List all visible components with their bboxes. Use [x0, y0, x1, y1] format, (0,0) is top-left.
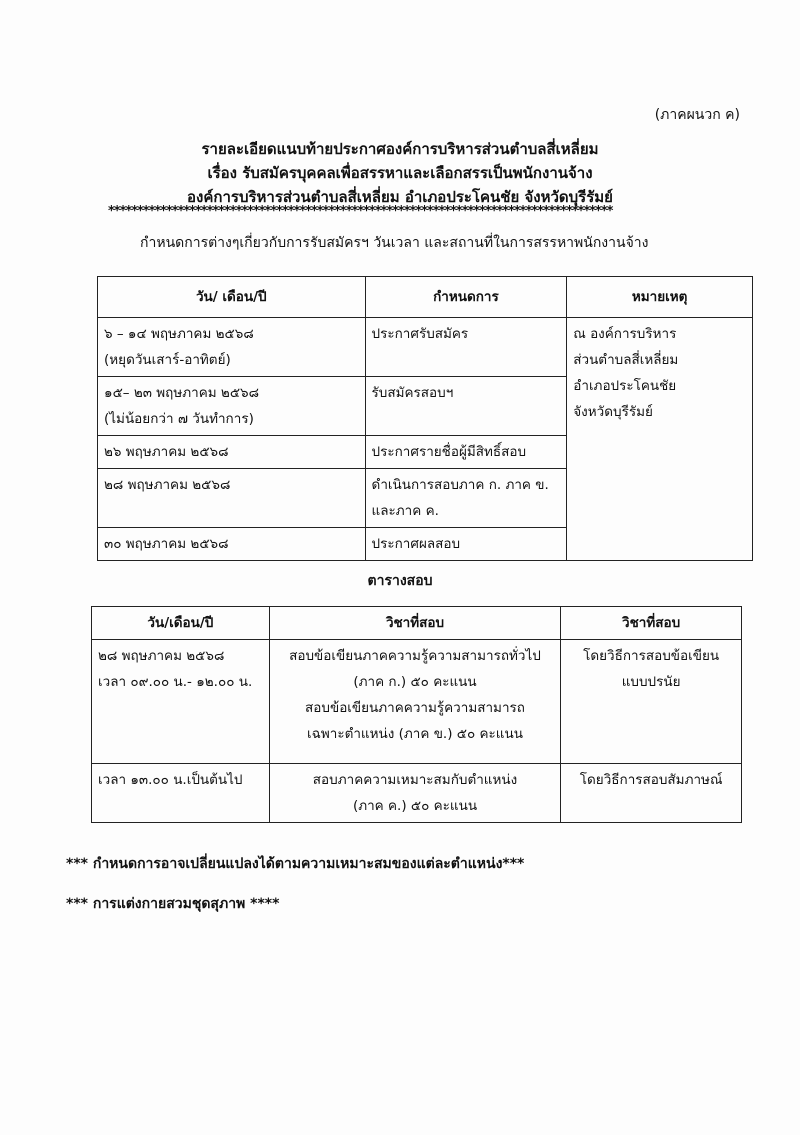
heading-line-3: องค์การบริหารส่วนตำบลสี่เหลี่ยม อำเภอประโคนชัย จังหวัดบุรีรัมย์ — [187, 188, 613, 206]
exam-time: เวลา ๑๓.๐๐ น.เป็นต้นไป — [98, 772, 243, 788]
event-text: ดำเนินการสอบภาค ก. ภาค ข. — [371, 477, 549, 493]
table-header-row — [92, 607, 742, 640]
row-date — [98, 318, 366, 377]
row-event — [365, 528, 567, 561]
row-event — [365, 436, 567, 469]
method-line: แบบปรนัย — [621, 674, 681, 690]
row-date — [98, 469, 366, 528]
event-text-continued: และภาค ค. — [371, 503, 439, 519]
exam-date-cell — [92, 764, 270, 823]
remark-line: ณ องค์การบริหาร — [573, 326, 677, 342]
annex-label: (ภาคผนวก ค) — [654, 107, 740, 123]
note-schedule-change: *** กำหนดการอาจเปลี่ยนแปลงได้ตามความเหมาะสมของแต่ละตำแหน่ง*** — [66, 856, 525, 872]
method-line: โดยวิธีการสอบข้อเขียน — [583, 648, 720, 664]
note-dress-code: *** การแต่งกายสวมชุดสุภาพ **** — [66, 896, 280, 912]
heading-line-1: รายละเอียดแนบท้ายประกาศองค์การบริหารส่วนตำบลสี่เหลี่ยม — [201, 140, 599, 158]
remark-line: จังหวัดบุรีรัมย์ — [573, 404, 653, 420]
date-text: ๒๘ พฤษภาคม ๒๕๖๘ — [104, 477, 231, 493]
row-date — [98, 436, 366, 469]
date-text: ๑๕– ๒๓ พฤษภาคม ๒๕๖๘ — [104, 385, 260, 401]
timeline-table — [97, 276, 753, 561]
event-text: ประกาศรับสมัคร — [371, 326, 469, 342]
subject-line: สอบภาคความเหมาะสมกับตำแหน่ง — [312, 772, 518, 788]
date-text: ๓๐ พฤษภาคม ๒๕๖๘ — [104, 536, 229, 552]
exam-method-cell — [561, 764, 742, 823]
event-text: ประกาศรายชื่อผู้มีสิทธิ์สอบ — [371, 444, 527, 460]
heading-line-2: เรื่อง รับสมัครบุคคลเพื่อสรรหาและเลือกสรรเป็นพนักงานจ้าง — [207, 164, 593, 182]
header-event: กำหนดการ — [365, 277, 567, 318]
exam-subject-cell — [269, 640, 560, 764]
exam-method-cell — [561, 640, 742, 764]
header-method: วิชาที่สอบ — [561, 607, 742, 640]
subject-line: สอบข้อเขียนภาคความรู้ความสามารถ — [305, 700, 525, 716]
date-text: ๖ – ๑๔ พฤษภาคม ๒๕๖๘ — [104, 326, 254, 342]
header-remark: หมายเหตุ — [567, 277, 753, 318]
date-note: (หยุดวันเสาร์-อาทิตย์) — [104, 352, 231, 368]
remark-cell — [567, 318, 753, 561]
exam-date-cell — [92, 640, 270, 764]
row-date — [98, 528, 366, 561]
subject-line: (ภาค ค.) ๕๐ คะแนน — [352, 798, 478, 814]
table-row — [92, 764, 742, 823]
row-date — [98, 377, 366, 436]
table-header-row — [98, 277, 753, 318]
row-event — [365, 318, 567, 377]
intro-text: กำหนดการต่างๆเกี่ยวกับการรับสมัครฯ วันเวลา และสถานที่ในการสรรหาพนักงานจ้าง — [140, 235, 649, 251]
exam-time: เวลา ๐๙.๐๐ น.- ๑๒.๐๐ น. — [98, 674, 253, 690]
row-event — [365, 377, 567, 436]
event-text: ประกาศผลสอบ — [371, 536, 461, 552]
separator-line: *************************************************************************************** — [108, 204, 613, 219]
remark-line: อำเภอประโคนชัย — [573, 378, 677, 394]
subject-line: (ภาค ก.) ๕๐ คะแนน — [353, 674, 477, 690]
subject-line: เฉพาะตำแหน่ง (ภาค ข.) ๕๐ คะแนน — [307, 726, 523, 742]
row-event — [365, 469, 567, 528]
header-date: วัน/ เดือน/ปี — [98, 277, 366, 318]
event-text: รับสมัครสอบฯ — [371, 385, 454, 401]
exam-schedule-table — [91, 606, 742, 823]
schedule-title: ตารางสอบ — [367, 573, 433, 589]
date-text: ๒๖ พฤษภาคม ๒๕๖๘ — [104, 444, 229, 460]
exam-subject-cell — [269, 764, 560, 823]
table-row — [92, 640, 742, 764]
remark-line: ส่วนตำบลสี่เหลี่ยม — [573, 352, 679, 368]
exam-date: ๒๘ พฤษภาคม ๒๕๖๘ — [98, 648, 225, 664]
table-row — [98, 318, 753, 377]
header-date: วัน/เดือน/ปี — [92, 607, 270, 640]
method-line: โดยวิธีการสอบสัมภาษณ์ — [579, 772, 723, 788]
header-subject: วิชาที่สอบ — [269, 607, 560, 640]
date-note: (ไม่น้อยกว่า ๗ วันทำการ) — [104, 411, 254, 427]
subject-line: สอบข้อเขียนภาคความรู้ความสามารถทั่วไป — [289, 648, 541, 664]
